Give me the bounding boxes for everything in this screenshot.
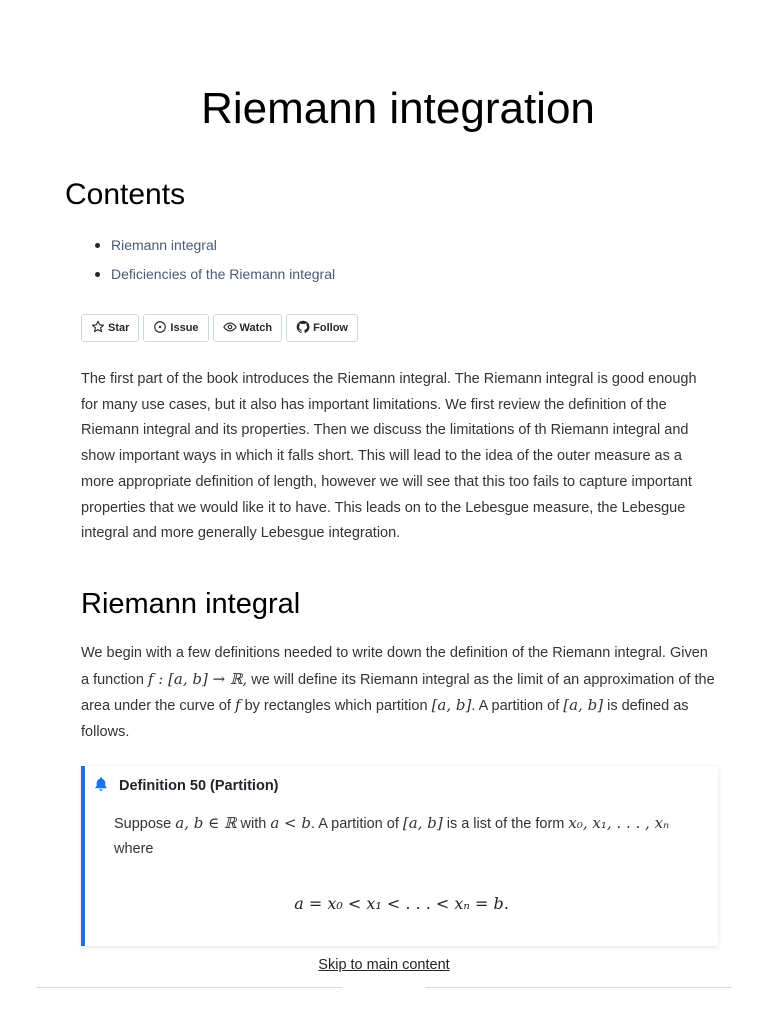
watch-button[interactable] — [213, 314, 283, 342]
definition-text-5: where — [114, 841, 154, 857]
math-a-less-b: a < b — [270, 814, 311, 832]
skip-to-main-content-link[interactable]: Skip to main content — [318, 957, 450, 973]
riemann-intro-paragraph — [81, 641, 717, 746]
riemann-text-5: is defined as follows. — [81, 698, 689, 741]
toc-item-riemann-integral — [93, 234, 335, 263]
star-icon — [91, 320, 105, 337]
star-button-label: Star — [108, 322, 130, 334]
riemann-text-1: We begin with a few definitions needed to write down the definition of the Riemann integral. Given a function — [81, 645, 708, 688]
issue-button-label: Issue — [170, 322, 199, 334]
issue-icon — [153, 320, 167, 337]
riemann-text-3: by rectangles which partition — [244, 698, 428, 715]
watch-button-label: Watch — [239, 322, 273, 334]
page-title: Riemann integration — [201, 84, 595, 133]
riemann-text-2: we will define its Riemann integral as the limit of an approximation of the area under the curve of — [81, 671, 715, 715]
issue-button[interactable] — [143, 314, 208, 342]
divider-left — [36, 987, 342, 988]
table-of-contents — [93, 234, 335, 292]
github-icon — [296, 320, 310, 337]
toc-link-riemann-integral[interactable]: Riemann integral — [111, 237, 217, 253]
math-function-map: f : [a, b] → ℝ, — [147, 669, 248, 688]
section-heading-riemann-integral: Riemann integral — [81, 588, 301, 620]
definition-admonition — [81, 766, 718, 946]
github-buttons — [81, 314, 358, 342]
contents-heading: Contents — [65, 178, 186, 211]
definition-text-3: . A partition of — [310, 816, 399, 832]
definition-text-2: with — [240, 816, 267, 832]
riemann-text-4: . A partition of — [471, 698, 560, 715]
math-f: f — [234, 696, 241, 715]
bell-icon — [93, 776, 109, 796]
intro-paragraph: The first part of the book introduces the Riemann integral. The Riemann integral is good enough for many use cases, but it also has important limitations. We first review the definition of the Riemann integral and its properties. Then we discuss the limitations of th Riemann integral and show important ways in which it falls short. This will lead to the idea of the outer measure as a more appropriate definition of length, however we will see that this too fails to capture important properties that we would like it to have. This leads on to the Lebesgue measure, the Lebesgue integral and more generally Lebesgue integration. — [81, 371, 697, 542]
definition-body — [114, 811, 704, 862]
math-interval-ab-2: [a, b] — [563, 696, 604, 715]
definition-text-4: is a list of the form — [446, 816, 565, 832]
star-button[interactable] — [81, 314, 139, 342]
eye-icon — [223, 320, 237, 337]
definition-title — [93, 776, 279, 796]
math-interval-ab: [a, b] — [431, 696, 472, 715]
definition-title-text: Definition 50 (Partition) — [119, 778, 279, 794]
math-interval: [a, b] — [402, 814, 443, 832]
follow-button-label: Follow — [313, 322, 348, 334]
math-sequence: x₀, x₁, . . . , xₙ — [568, 814, 670, 832]
display-math-partition: a = x₀ < x₁ < . . . < xₙ = b. — [294, 894, 509, 913]
follow-button[interactable] — [286, 314, 358, 342]
toc-item-deficiencies — [93, 263, 335, 292]
divider-right — [425, 987, 732, 988]
math-a-b-in-r: a, b ∈ ℝ — [175, 814, 237, 832]
toc-link-deficiencies[interactable]: Deficiencies of the Riemann integral — [111, 266, 336, 282]
definition-text-1: Suppose — [114, 816, 172, 832]
